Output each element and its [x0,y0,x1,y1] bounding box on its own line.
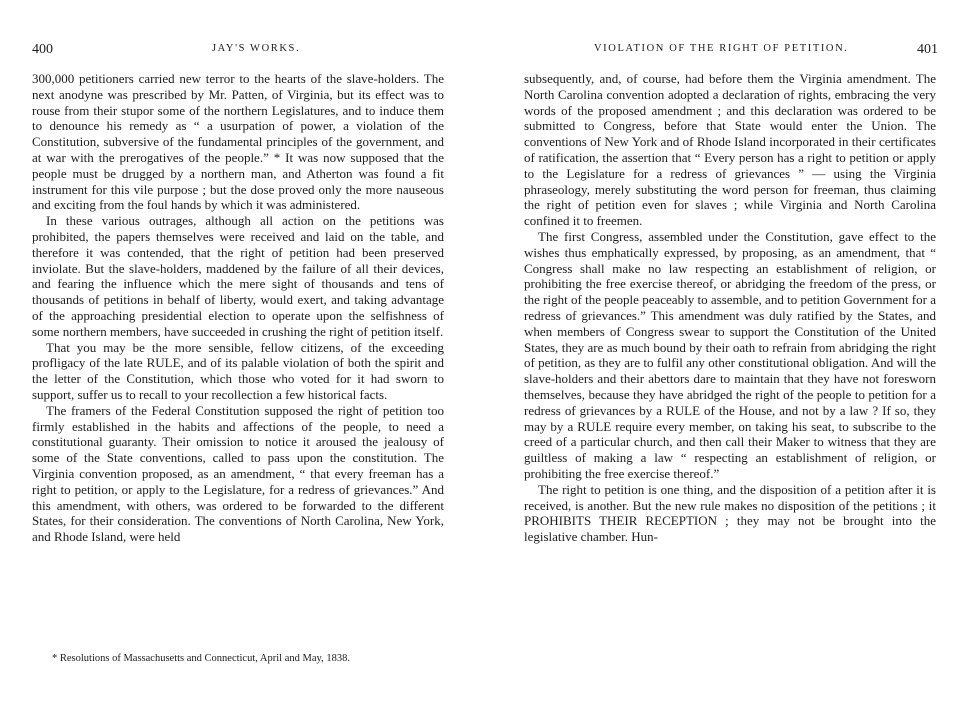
paragraph: The right to petition is one thing, and the disposition of a petition after it is received, is another. But the new rule makes no disposition of the petitions ; it PROHIBITS THEIR RECEPTION ; they may not be brought into the legislative chamber. Hun- [524,481,936,545]
left-page-body [32,71,444,545]
running-head-right [524,42,936,58]
running-title-right: VIOLATION OF THE RIGHT OF PETITION. [594,43,849,54]
paragraph: The framers of the Federal Constitution supposed the right of petition too firmly established in the habits and affections of the people, to need a constitutional guaranty. Their omission to notice it aroused the jealousy of some of the State conventions, called to pass upon the constitution. The Virginia convention proposed, as an amendment, “ that every freeman has a right to petition, or apply to the Legislature, for a redress of grievances.” And this amendment, with others, was ordered to be forwarded to the different States, for their consideration. The conventions of North Carolina, New York, and Rhode Island, were held [32,402,444,545]
running-title-left: JAY'S WORKS. [212,43,301,54]
right-page-body [524,71,936,545]
paragraph: 300,000 petitioners carried new terror to the hearts of the slave-holders. The next anodyne was prescribed by Mr. Patten, of Virginia, but its effect was to rouse from their stupor some of the northern Legislatures, and to induce them to denounce his remedy as “ a usurpation of power, a violation of the Constitution, subversive of the fundamental principles of the government, and at war with the prerogatives of the people.” * It was now supposed that the people must be drugged by a northern man, and Atherton was found a fit instrument for this vile purpose ; but the dose proved only the more nauseous and exciting from the foul hands by which it was administered. [32,71,444,213]
paragraph: That you may be the more sensible, fellow citizens, of the exceeding profligacy of the late RULE, and of its palable violation of both the spirit and the letter of the Constitution, which those who voted for it had sworn to support, suffer us to recall to your recollection a few historical facts. [32,339,444,402]
running-head-left [24,42,444,58]
page-number-left: 400 [32,42,53,57]
paragraph: The first Congress, assembled under the Constitution, gave effect to the wishes thus emphatically expressed, by proposing, as an amendment, that “ Congress shall make no law respecting an establishment of religion, or prohibiting the free exercise thereof, or abridging the freedom of the press, or the right of the people peaceably to assemble, and to petition Government for a redress of grievances.” This amendment was duly ratified by the States, and when members of Congress swear to support the Constitution of the United States, they are as much bound by their oath to refrain from abridging the right of petition, as they are to fulfil any other constitutional obligation. And will the slave-holders and their abettors dare to maintain that they have not foresworn themselves, because they have abridged the right of the people to petition for a redress of grievances by a RULE of the House, and not by a law ? If so, they may by a RULE require every member, on taking his seat, to subscribe to the creed of a particular church, and then call their Maker to witness that they are guiltless of making a law “ respecting an establishment of religion, or prohibiting the free exercise thereof.” [524,228,936,481]
footnote: * Resolutions of Massachusetts and Connecticut, April and May, 1838. [52,653,350,664]
paragraph: In these various outrages, although all action on the petitions was prohibited, the papers themselves were received and laid on the table, and therefore it was contended, that the right of petition had been preserved inviolate. But the slave-holders, maddened by the failure of all their devices, and fearing the influence which the mere sight of thousands and tens of thousands of petitions in behalf of liberty, would exert, and taking advantage of the approaching presidential election to operate upon the selfishness of some northern members, have succeeded in crushing the right of petition itself. [32,213,444,339]
page-number-right: 401 [917,42,938,57]
paragraph: subsequently, and, of course, had before them the Virginia amendment. The North Carolina convention adopted a declaration of rights, embracing the very words of the proposed amendment ; and this declaration was ordered to be submitted to Congress, before that State would enter the Union. The conventions of New York and of Rhode Island incorporated in their certificates of ratification, the assertion that “ Every person has a right to petition or apply to the Legislature for a redress of grievances ” — using the Virginia phraseology, merely substituting the word person for freeman, thus claiming the right of petition even for slaves ; while Virginia and North Carolina confined it to freemen. [524,71,936,229]
